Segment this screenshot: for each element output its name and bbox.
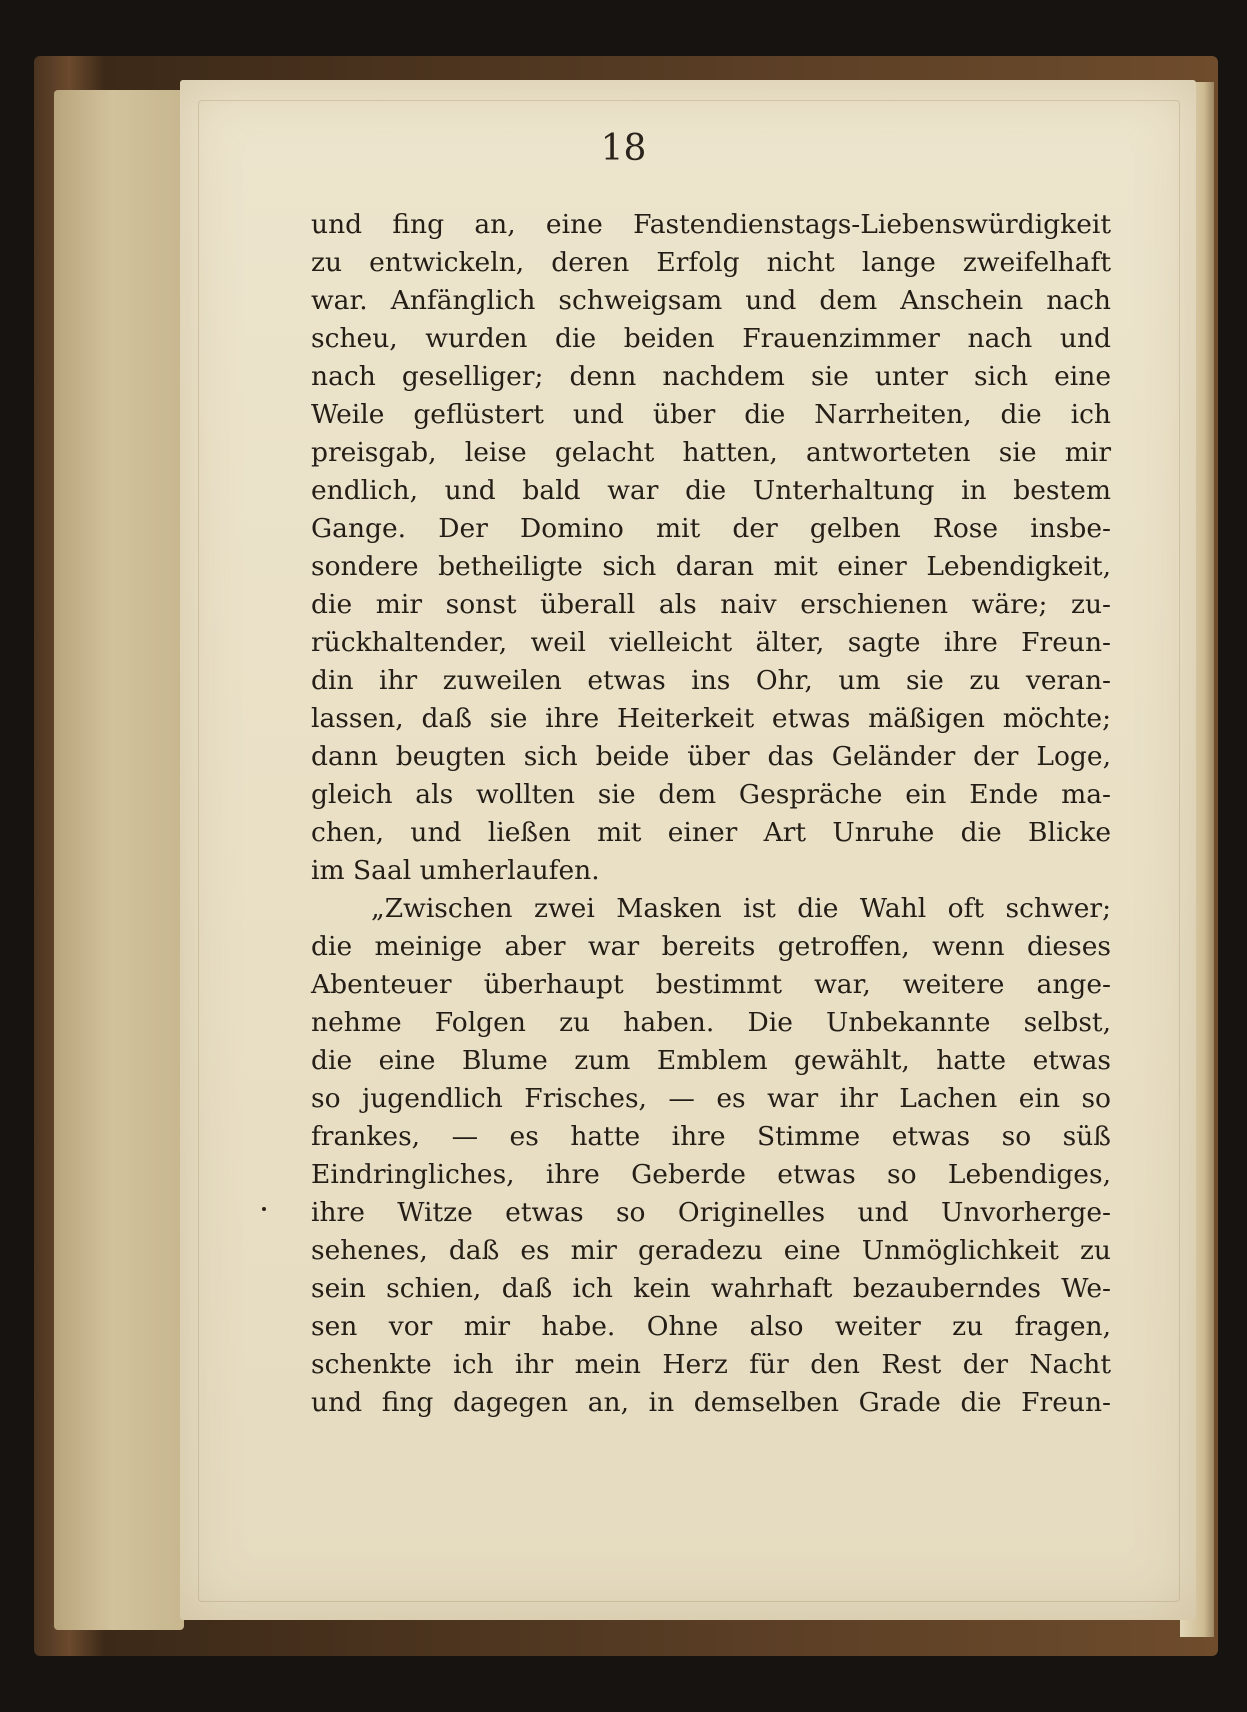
text-line: scheu, wurden die beiden Frauenzimmer nach und [311, 323, 1111, 354]
text-line: so jugendlich Frisches, — es war ihr Lachen ein so [311, 1083, 1111, 1114]
text-line: din ihr zuweilen etwas ins Ohr, um sie zu veran- [311, 665, 1111, 696]
text-line: und fing an, eine Fastendienstags-Liebenswürdigkeit [311, 209, 1111, 240]
text-line: die mir sonst überall als naiv erschienen wäre; zu- [311, 589, 1111, 620]
text-line: und fing dagegen an, in demselben Grade die Freun- [311, 1387, 1111, 1418]
text-line: sein schien, daß ich kein wahrhaft bezauberndes We- [311, 1273, 1111, 1304]
paragraph-end-line: im Saal umherlaufen. [311, 855, 600, 886]
text-line: preisgab, leise gelacht hatten, antworteten sie mir [311, 437, 1111, 468]
text-line: war. Anfänglich schweigsam und dem Anschein nach [311, 285, 1111, 316]
text-line: die eine Blume zum Emblem gewählt, hatte etwas [311, 1045, 1111, 1076]
text-line: lassen, daß sie ihre Heiterkeit etwas mäßigen möchte; [311, 703, 1111, 734]
text-line: Abenteuer überhaupt bestimmt war, weitere ange- [311, 969, 1111, 1000]
text-line: zu entwickeln, deren Erfolg nicht lange zweifelhaft [311, 247, 1111, 278]
text-line: gleich als wollten sie dem Gespräche ein Ende ma- [311, 779, 1111, 810]
text-line: nach geselliger; denn nachdem sie unter sich eine [311, 361, 1111, 392]
paragraph-start-line: „Zwischen zwei Masken ist die Wahl oft schwer; [371, 893, 1111, 924]
text-line: chen, und ließen mit einer Art Unruhe die Blicke [311, 817, 1111, 848]
text-line: dann beugten sich beide über das Geländer der Loge, [311, 741, 1111, 772]
text-line: Gange. Der Domino mit der gelben Rose insbe- [311, 513, 1111, 544]
text-line: rückhaltender, weil vielleicht älter, sagte ihre Freun- [311, 627, 1111, 658]
text-line: nehme Folgen zu haben. Die Unbekannte selbst, [311, 1007, 1111, 1038]
text-line: sondere betheiligte sich daran mit einer Lebendigkeit, [311, 551, 1111, 582]
text-line: sen vor mir habe. Ohne also weiter zu fragen, [311, 1311, 1111, 1342]
page-number: 18 [600, 128, 647, 169]
ink-speck [262, 1207, 266, 1211]
text-line: frankes, — es hatte ihre Stimme etwas so süß [311, 1121, 1111, 1152]
text-line: die meinige aber war bereits getroffen, wenn dieses [311, 931, 1111, 962]
text-line: ihre Witze etwas so Originelles und Unvorherge- [311, 1197, 1111, 1228]
previous-pages-edge [54, 90, 184, 1630]
text-line: schenkte ich ihr mein Herz für den Rest der Nacht [311, 1349, 1111, 1380]
text-line: Eindringliches, ihre Geberde etwas so Lebendiges, [311, 1159, 1111, 1190]
text-line: Weile geflüstert und über die Narrheiten, die ich [311, 399, 1111, 430]
body-text [311, 206, 1111, 1422]
text-line: endlich, und bald war die Unterhaltung in bestem [311, 475, 1111, 506]
text-line: sehenes, daß es mir geradezu eine Unmöglichkeit zu [311, 1235, 1111, 1266]
